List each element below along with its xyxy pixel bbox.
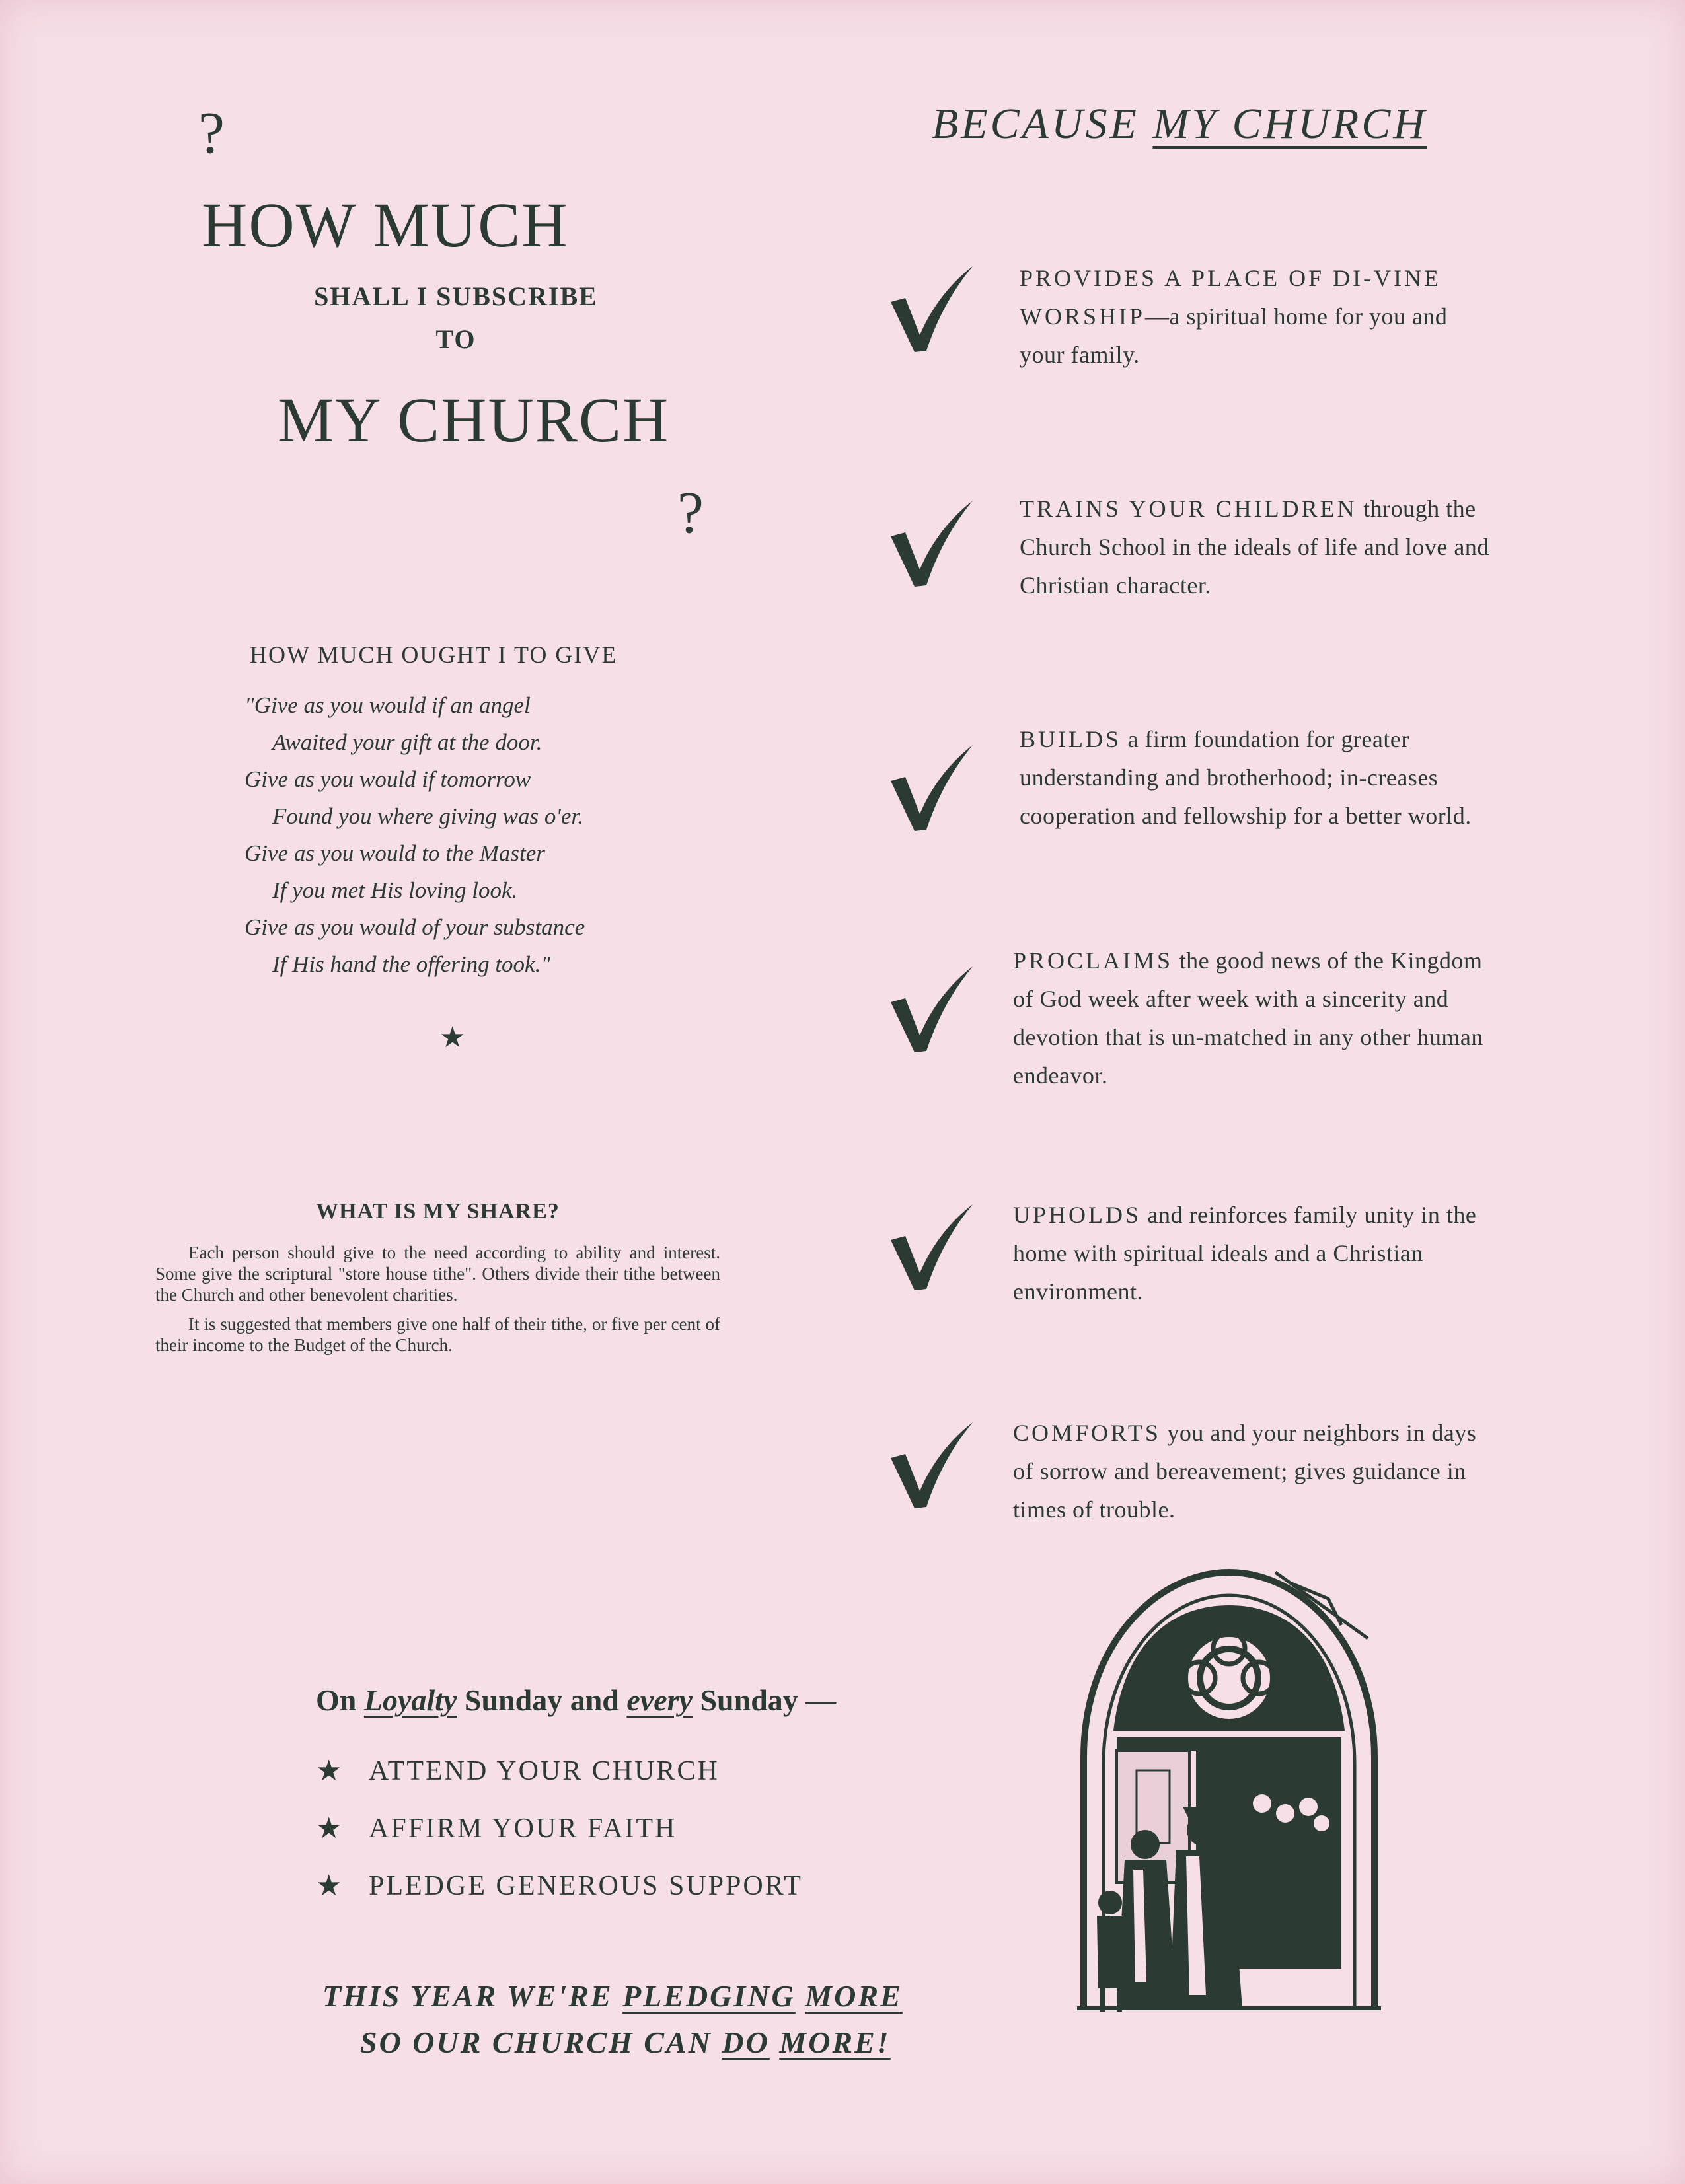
reason-item — [1013, 1414, 1497, 1529]
reason-item — [1020, 720, 1497, 835]
loyalty-line — [316, 1683, 836, 1718]
subtitle-line2: TO — [435, 324, 476, 354]
share-body — [155, 1242, 720, 1364]
check-icon — [885, 740, 978, 832]
poem-line: Found you where giving was o'er. — [272, 803, 583, 829]
closing-underlined: DO — [722, 2025, 770, 2059]
star-icon: ★ — [316, 1870, 344, 1902]
closing-underlined: MORE! — [779, 2025, 891, 2059]
poem-line: Give as you would of your substance — [244, 914, 585, 940]
reason-lead: COMFORTS — [1013, 1420, 1161, 1446]
star-icon: ★ — [316, 1812, 344, 1844]
closing-line1 — [322, 1979, 903, 2014]
question-mark-bottom: ? — [677, 480, 704, 546]
share-paragraph: It is suggested that members give one half of their tithe, or five per cent of their income to the Budget of the Church. — [155, 1314, 720, 1355]
every-word: every — [626, 1683, 693, 1717]
loyalty-text: On — [316, 1683, 364, 1717]
check-icon — [885, 961, 978, 1054]
subtitle-line1: SHALL I SUBSCRIBE — [314, 281, 598, 311]
poem-line: Awaited your gift at the door. — [272, 729, 543, 755]
reason-item — [1020, 259, 1497, 374]
closing-underlined: MORE — [805, 1979, 903, 2013]
closing-text: THIS YEAR WE'RE — [322, 1979, 623, 2013]
because-prefix: BECAUSE — [932, 100, 1153, 148]
loyalty-word: Loyalty — [363, 1683, 457, 1717]
star-icon: ★ — [316, 1755, 344, 1787]
reason-lead: BUILDS — [1020, 726, 1122, 752]
closing-underlined: PLEDGING — [622, 1979, 796, 2013]
check-icon — [885, 261, 978, 353]
reason-lead: TRAINS YOUR CHILDREN — [1020, 495, 1357, 522]
reason-lead: PROVIDES A PLACE OF DI-VINE WORSHIP — [1020, 265, 1442, 330]
poem-line: If you met His loving look. — [272, 877, 518, 903]
reason-item — [1020, 490, 1497, 604]
check-icon — [885, 495, 978, 588]
reason-text: you and your neighbors in days of sorrow and bereavement; gives guidance in times of trouble. — [1013, 1420, 1477, 1523]
poem-line: Give as you would if tomorrow — [244, 766, 531, 792]
because-underlined: MY CHURCH — [1152, 100, 1427, 148]
reason-item — [1013, 941, 1497, 1095]
closing-line2 — [360, 2025, 891, 2060]
check-icon — [885, 1417, 978, 1510]
title-my-church: MY CHURCH — [278, 384, 670, 455]
action-item — [316, 1754, 720, 1788]
closing-text — [770, 2025, 780, 2059]
reason-text: —a spiritual home for you and your family. — [1020, 303, 1448, 368]
church-doorway-illustration — [1051, 1559, 1394, 2015]
reason-lead: UPHOLDS — [1013, 1202, 1142, 1228]
reason-item — [1013, 1196, 1497, 1311]
poem-line: Give as you would to the Master — [244, 840, 545, 866]
action-item — [316, 1811, 677, 1845]
action-item — [316, 1869, 803, 1903]
action-label: PLEDGE GENEROUS SUPPORT — [369, 1870, 803, 1901]
poem-line: If His hand the offering took." — [272, 951, 551, 977]
poem-heading: HOW MUCH OUGHT I TO GIVE — [250, 641, 618, 668]
reason-text: through the Church School in the ideals of life and love and Christian character. — [1020, 495, 1489, 599]
action-label: ATTEND YOUR CHURCH — [369, 1755, 720, 1786]
reason-text: the good news of the Kingdom of God week after week with a sincerity and devotion that is un-matched in any other human endeavor. — [1013, 947, 1483, 1089]
loyalty-text: Sunday — — [692, 1683, 837, 1717]
reason-lead: PROCLAIMS — [1013, 947, 1174, 974]
check-icon — [885, 1199, 978, 1292]
action-label: AFFIRM YOUR FAITH — [369, 1813, 677, 1844]
closing-text — [796, 1979, 805, 2013]
poem — [244, 687, 585, 983]
because-header — [932, 99, 1427, 149]
reason-text: a firm foundation for greater understanding and brotherhood; in-creases cooperation and fellowship for a better world. — [1020, 726, 1472, 829]
poem-line: "Give as you would if an angel — [244, 692, 531, 718]
star-icon: ★ — [439, 1021, 466, 1054]
reason-text: and reinforces family unity in the home with spiritual ideals and a Christian environment. — [1013, 1202, 1477, 1305]
title-how-much: HOW MUCH — [202, 190, 569, 260]
closing-text: SO OUR CHURCH CAN — [360, 2025, 722, 2059]
share-paragraph: Each person should give to the need according to ability and interest. Some give the scriptural "store house tithe". Others divide their tithe between the Church and other benevolent charities. — [155, 1243, 720, 1305]
question-mark-top: ? — [198, 100, 225, 166]
loyalty-text: Sunday and — [457, 1683, 627, 1717]
share-heading: WHAT IS MY SHARE? — [316, 1199, 560, 1223]
